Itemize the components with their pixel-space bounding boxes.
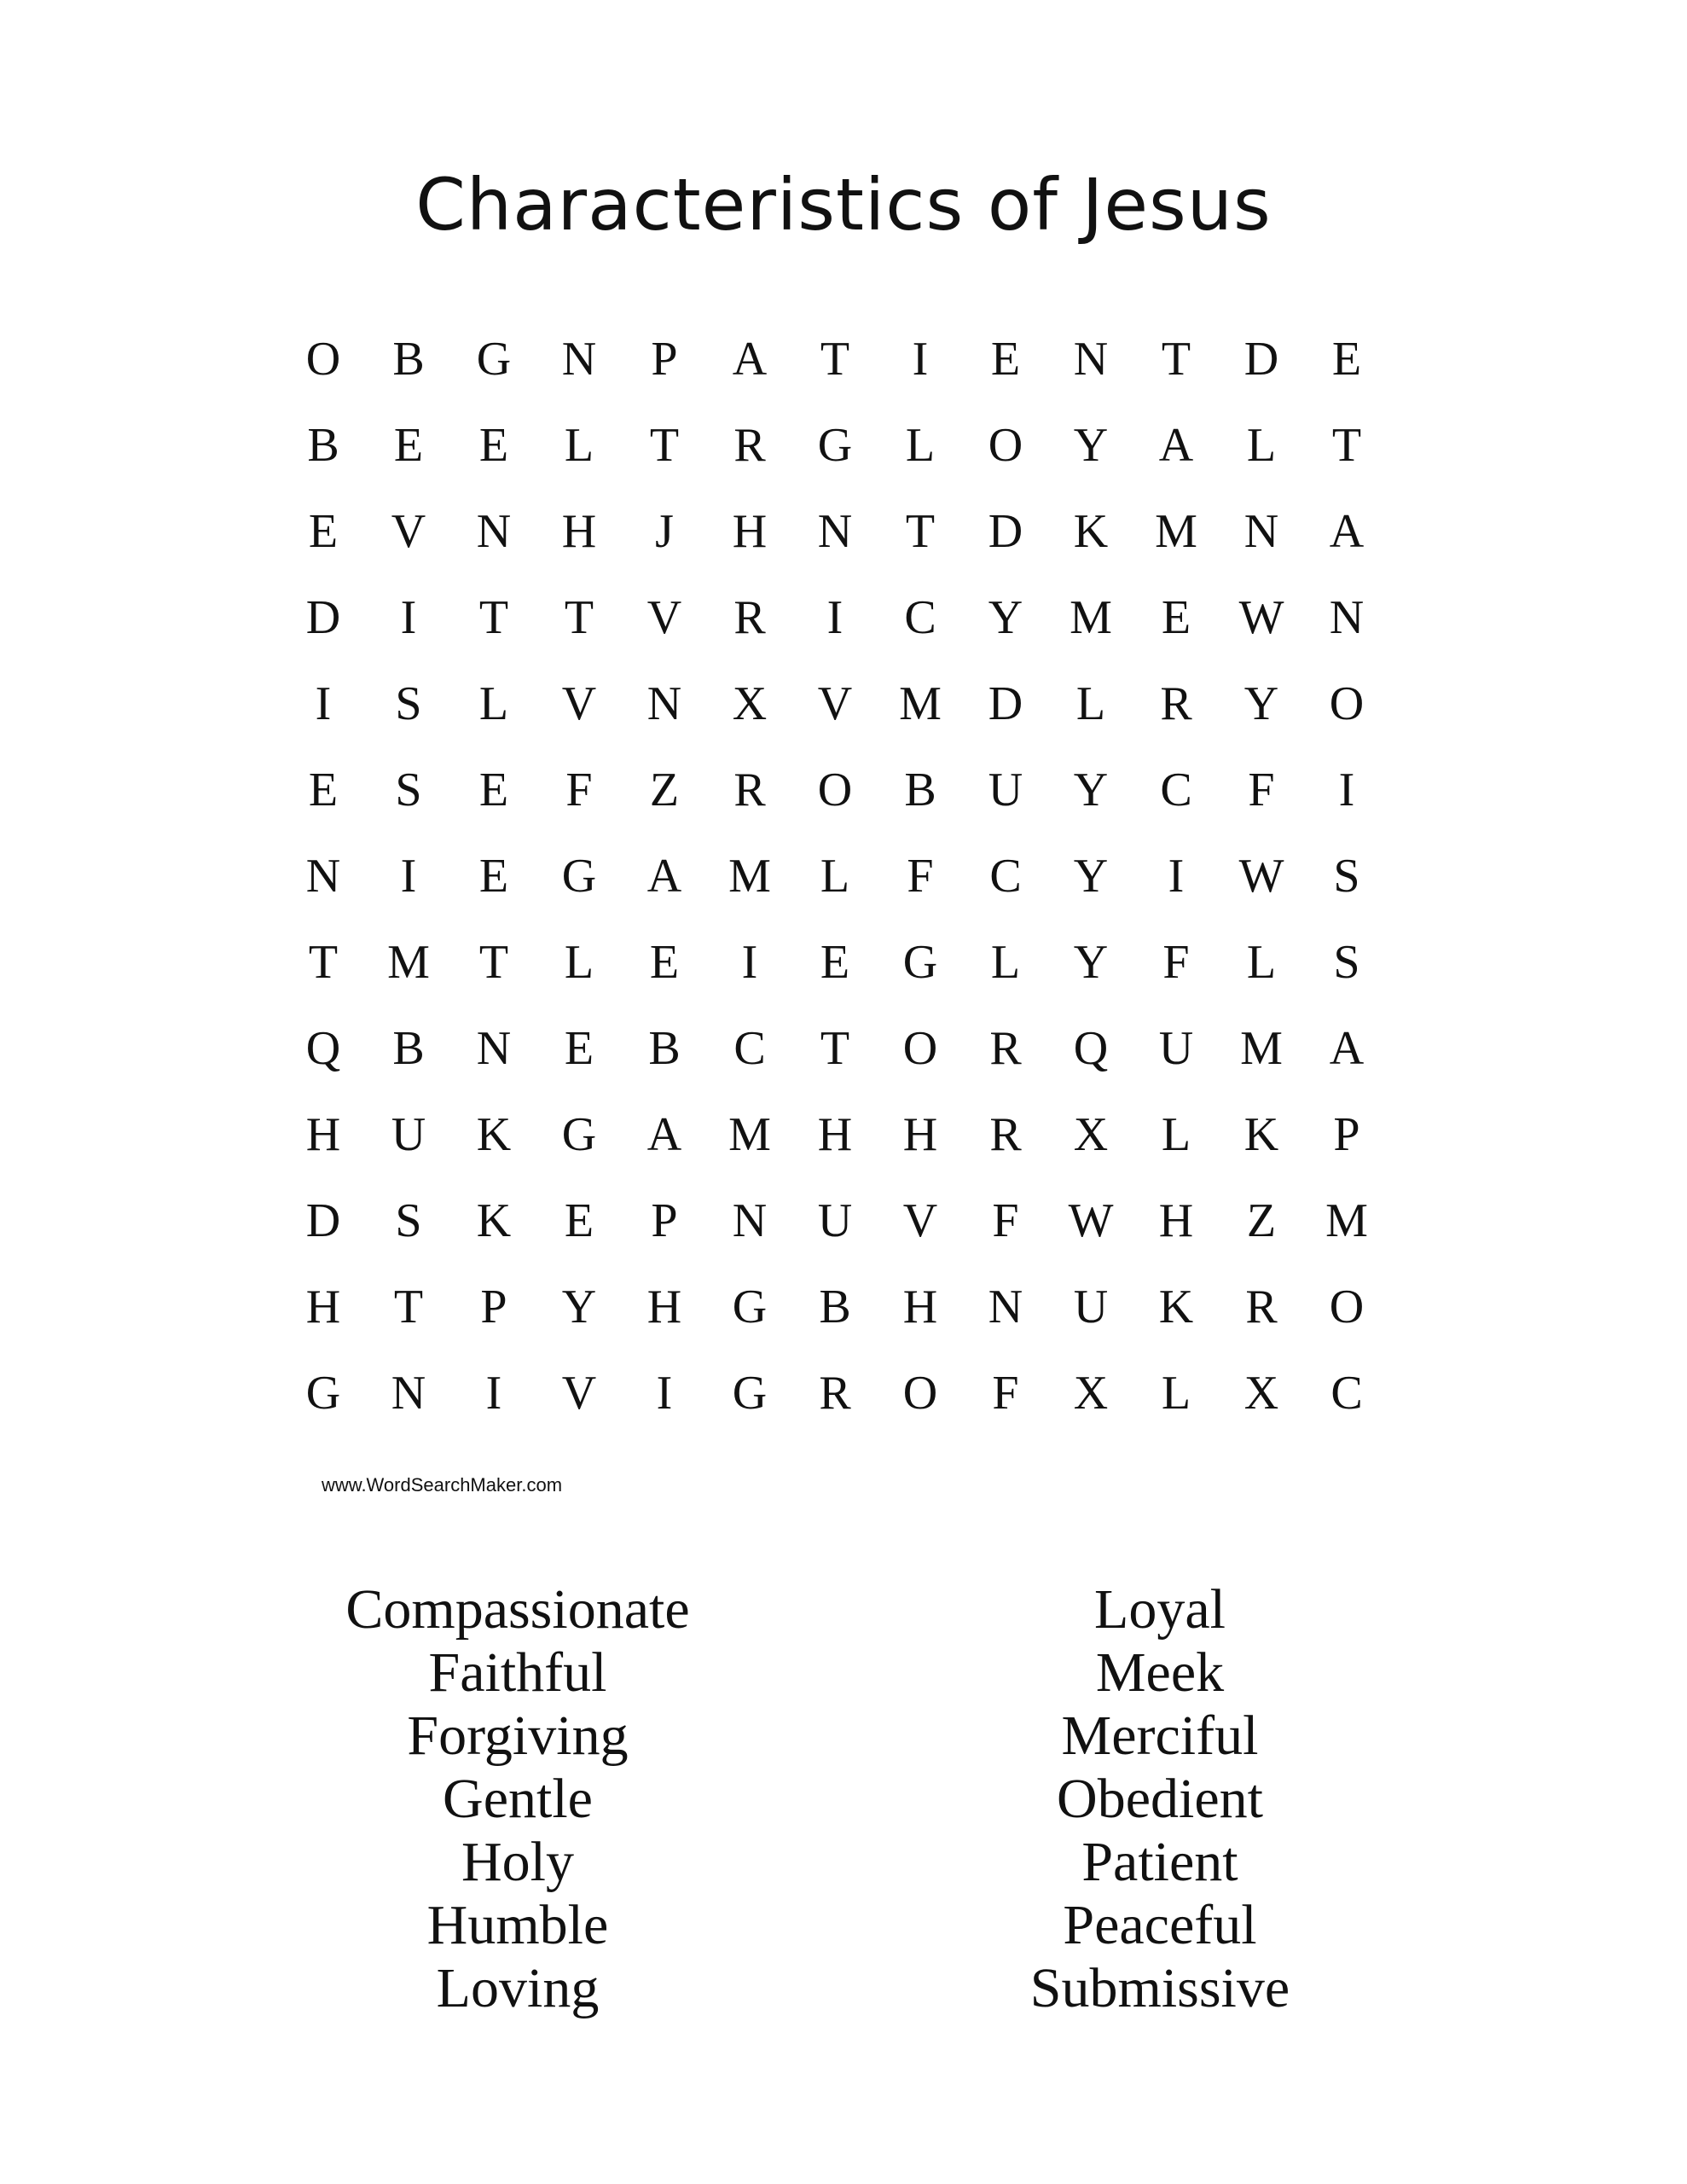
grid-letter: K <box>1244 1107 1279 1161</box>
grid-letter: E <box>564 1194 594 1247</box>
grid-letter: R <box>733 763 766 816</box>
grid-letter: G <box>732 1366 768 1420</box>
grid-letter: I <box>741 935 758 989</box>
grid-letter: W <box>1068 1194 1114 1247</box>
grid-letter: G <box>305 1366 341 1420</box>
word-list-item: Meek <box>1095 1641 1225 1704</box>
grid-letter: H <box>732 504 768 558</box>
grid-letter: E <box>478 763 509 816</box>
grid-letter: P <box>1333 1107 1360 1161</box>
grid-letter: N <box>561 332 597 386</box>
grid-letter: Z <box>649 763 680 816</box>
grid-letter: I <box>656 1366 673 1420</box>
word-list-item: Obedient <box>1057 1768 1263 1830</box>
grid-letter: P <box>651 1194 678 1247</box>
grid-letter: B <box>392 1021 425 1075</box>
grid-letter: S <box>395 677 422 730</box>
grid-letter: Y <box>1073 935 1109 989</box>
grid-letter: M <box>1240 1021 1283 1075</box>
grid-letter: M <box>1070 590 1112 644</box>
page-title: Characteristics of Jesus <box>415 163 1272 247</box>
word-list-item: Compassionate <box>345 1578 690 1641</box>
grid-letter: E <box>1161 590 1191 644</box>
word-list-right <box>861 1578 1458 2020</box>
grid-letter: T <box>478 935 509 989</box>
grid-letter: M <box>1155 504 1197 558</box>
grid-letter: A <box>1329 504 1365 558</box>
grid-letter: V <box>561 1366 597 1420</box>
grid-letter: N <box>732 1194 768 1247</box>
grid-letter: O <box>817 763 853 816</box>
grid-letter: X <box>1244 1366 1279 1420</box>
grid-letter: H <box>561 504 597 558</box>
grid-letter: O <box>305 332 341 386</box>
grid-letter: Y <box>561 1280 597 1333</box>
grid-letter: U <box>1073 1280 1109 1333</box>
grid-letter: L <box>1075 677 1106 730</box>
grid-letter: R <box>1245 1280 1278 1333</box>
word-list-left <box>219 1578 816 2020</box>
grid-letter: L <box>990 935 1021 989</box>
grid-letter: H <box>1158 1194 1194 1247</box>
grid-letter: G <box>732 1280 768 1333</box>
grid-letter: H <box>305 1280 341 1333</box>
grid-letter: T <box>820 1021 850 1075</box>
grid-letter: C <box>1330 1366 1363 1420</box>
grid-letter: H <box>817 1107 853 1161</box>
grid-letter: I <box>400 849 417 903</box>
grid-letter: C <box>989 849 1022 903</box>
word-list-item: Peaceful <box>1063 1894 1257 1956</box>
grid-letter: R <box>989 1107 1022 1161</box>
grid-letter: I <box>485 1366 502 1420</box>
grid-letter: M <box>387 935 430 989</box>
grid-letter: I <box>400 590 417 644</box>
grid-letter: Q <box>305 1021 341 1075</box>
source-credit: www.WordSearchMaker.com <box>322 1474 563 1496</box>
grid-letter: U <box>817 1194 853 1247</box>
grid-letter: K <box>1073 504 1109 558</box>
grid-letter: G <box>817 418 853 472</box>
grid-letter: L <box>1246 418 1277 472</box>
letter-grid <box>281 316 1389 1436</box>
grid-letter: R <box>733 590 766 644</box>
grid-letter: B <box>819 1280 851 1333</box>
grid-letter: L <box>478 677 509 730</box>
grid-letter: V <box>391 504 426 558</box>
grid-letter: H <box>305 1107 341 1161</box>
grid-letter: C <box>904 590 936 644</box>
grid-letter: E <box>820 935 850 989</box>
grid-letter: A <box>646 849 682 903</box>
grid-letter: N <box>988 1280 1023 1333</box>
grid-letter: I <box>1168 849 1185 903</box>
grid-letter: S <box>1333 935 1360 989</box>
grid-letter: N <box>476 1021 512 1075</box>
word-list-item: Humble <box>426 1894 609 1956</box>
grid-letter: L <box>1161 1366 1191 1420</box>
grid-letter: U <box>1158 1021 1194 1075</box>
grid-letter: H <box>902 1107 938 1161</box>
grid-letter: N <box>817 504 853 558</box>
grid-letter: B <box>648 1021 681 1075</box>
grid-letter: P <box>480 1280 507 1333</box>
grid-letter: I <box>826 590 844 644</box>
grid-letter: T <box>649 418 680 472</box>
grid-letter: Z <box>1246 1194 1277 1247</box>
grid-letter: B <box>904 763 936 816</box>
grid-letter: R <box>989 1021 1022 1075</box>
grid-letter: E <box>308 504 339 558</box>
grid-letter: I <box>315 677 332 730</box>
grid-letter: Y <box>1073 763 1109 816</box>
grid-letter: M <box>728 1107 771 1161</box>
grid-letter: Y <box>988 590 1023 644</box>
grid-letter: R <box>733 418 766 472</box>
grid-letter: K <box>1158 1280 1194 1333</box>
grid-letter: K <box>476 1194 512 1247</box>
grid-letter: G <box>902 935 938 989</box>
grid-letter: G <box>561 1107 597 1161</box>
grid-letter: R <box>819 1366 851 1420</box>
grid-letter: W <box>1238 590 1284 644</box>
grid-letter: G <box>476 332 512 386</box>
grid-letter: D <box>988 677 1023 730</box>
grid-letter: Q <box>1073 1021 1109 1075</box>
grid-letter: F <box>1162 935 1190 989</box>
grid-letter: E <box>478 418 509 472</box>
grid-letter: M <box>728 849 771 903</box>
grid-letter: L <box>1246 935 1277 989</box>
grid-letter: N <box>391 1366 426 1420</box>
grid-letter: O <box>902 1366 938 1420</box>
grid-letter: J <box>655 504 674 558</box>
grid-letter: N <box>305 849 341 903</box>
grid-letter: O <box>1329 1280 1365 1333</box>
grid-letter: Y <box>1073 418 1109 472</box>
grid-letter: E <box>478 849 509 903</box>
word-list-item: Loving <box>436 1957 600 2019</box>
grid-letter: H <box>646 1280 682 1333</box>
word-list-item: Faithful <box>428 1641 607 1704</box>
grid-letter: O <box>1329 677 1365 730</box>
grid-letter: E <box>564 1021 594 1075</box>
grid-letter: F <box>907 849 934 903</box>
grid-letter: E <box>393 418 424 472</box>
grid-letter: S <box>395 1194 422 1247</box>
grid-letter: D <box>1244 332 1279 386</box>
grid-letter: N <box>476 504 512 558</box>
grid-letter: B <box>392 332 425 386</box>
grid-letter: N <box>1073 332 1109 386</box>
grid-letter: K <box>476 1107 512 1161</box>
grid-letter: L <box>905 418 936 472</box>
word-list-item: Submissive <box>1029 1957 1290 2019</box>
grid-letter: D <box>988 504 1023 558</box>
grid-letter: T <box>564 590 594 644</box>
grid-letter: F <box>992 1194 1019 1247</box>
grid-letter: W <box>1238 849 1284 903</box>
grid-letter: E <box>1331 332 1362 386</box>
grid-letter: L <box>1161 1107 1191 1161</box>
grid-letter: O <box>902 1021 938 1075</box>
grid-letter: A <box>1158 418 1194 472</box>
grid-letter: I <box>1338 763 1355 816</box>
grid-letter: N <box>1244 504 1279 558</box>
grid-letter: V <box>646 590 682 644</box>
grid-letter: X <box>1073 1366 1109 1420</box>
grid-letter: D <box>305 590 341 644</box>
grid-letter: C <box>733 1021 766 1075</box>
grid-letter: Y <box>1244 677 1279 730</box>
grid-letter: E <box>649 935 680 989</box>
grid-letter: E <box>308 763 339 816</box>
grid-letter: T <box>905 504 936 558</box>
word-list-item: Forgiving <box>407 1705 629 1767</box>
grid-letter: L <box>564 418 594 472</box>
grid-letter: O <box>988 418 1023 472</box>
grid-letter: I <box>912 332 929 386</box>
grid-letter: H <box>902 1280 938 1333</box>
grid-letter: M <box>1325 1194 1368 1247</box>
grid-letter: T <box>393 1280 424 1333</box>
grid-letter: P <box>651 332 678 386</box>
grid-letter: T <box>478 590 509 644</box>
grid-letter: V <box>561 677 597 730</box>
grid-letter: T <box>308 935 339 989</box>
grid-letter: G <box>561 849 597 903</box>
grid-letter: N <box>1329 590 1365 644</box>
grid-letter: F <box>992 1366 1019 1420</box>
grid-letter: D <box>305 1194 341 1247</box>
grid-letter: A <box>1329 1021 1365 1075</box>
grid-letter: L <box>564 935 594 989</box>
grid-letter: M <box>899 677 942 730</box>
grid-letter: X <box>732 677 768 730</box>
grid-letter: C <box>1160 763 1192 816</box>
grid-letter: A <box>732 332 768 386</box>
grid-letter: V <box>817 677 853 730</box>
grid-letter: F <box>1248 763 1275 816</box>
grid-letter: A <box>646 1107 682 1161</box>
grid-letter: Y <box>1073 849 1109 903</box>
grid-letter: S <box>1333 849 1360 903</box>
grid-letter: T <box>820 332 850 386</box>
grid-letter: X <box>1073 1107 1109 1161</box>
grid-letter: U <box>391 1107 426 1161</box>
grid-letter: R <box>1160 677 1192 730</box>
word-list-item: Loyal <box>1094 1578 1226 1641</box>
grid-letter: T <box>1161 332 1191 386</box>
grid-letter: S <box>395 763 422 816</box>
grid-letter: N <box>646 677 682 730</box>
grid-letter: V <box>902 1194 938 1247</box>
grid-letter: L <box>820 849 850 903</box>
grid-letter: U <box>988 763 1023 816</box>
grid-letter: T <box>1331 418 1362 472</box>
grid-letter: B <box>307 418 339 472</box>
grid-letter: F <box>565 763 593 816</box>
word-list-item: Merciful <box>1061 1705 1259 1767</box>
word-list-item: Patient <box>1081 1831 1238 1893</box>
grid-letter: E <box>990 332 1021 386</box>
word-list-item: Gentle <box>443 1768 593 1830</box>
word-list-item: Holy <box>461 1831 574 1893</box>
